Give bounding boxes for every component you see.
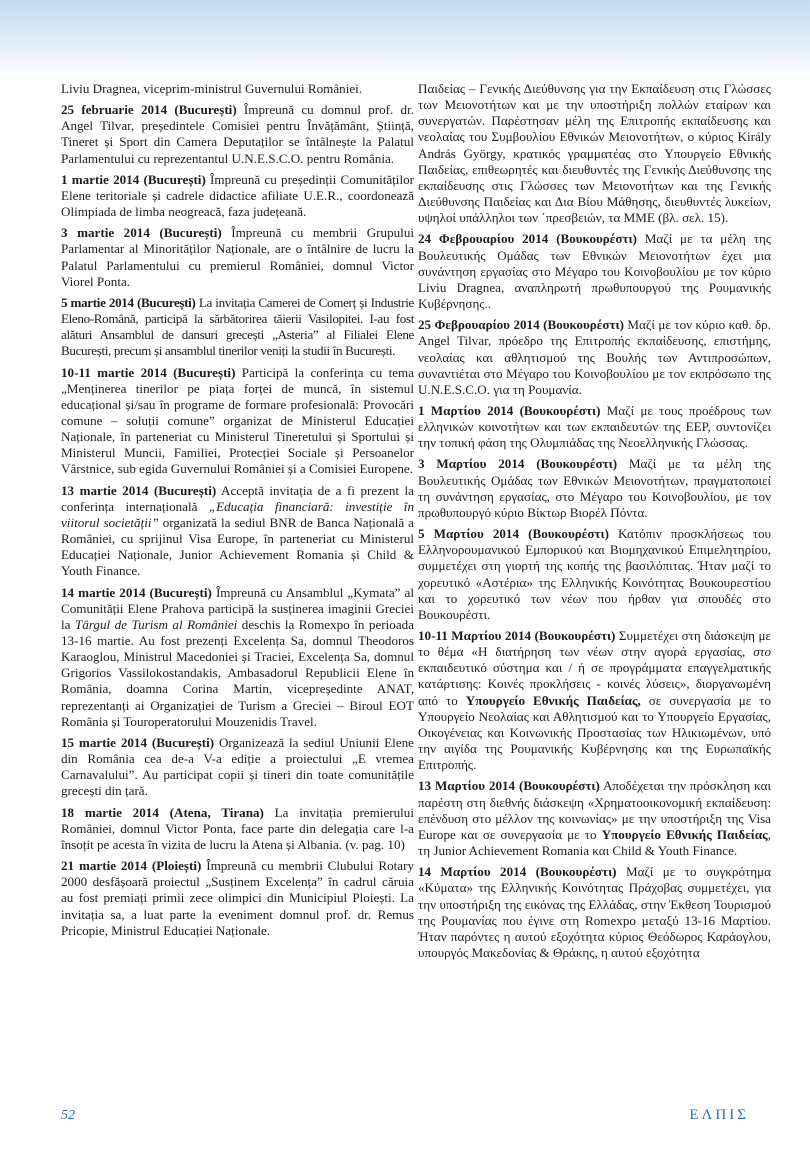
page-number: 52 xyxy=(61,1108,75,1123)
entry-date: 13 martie 2014 (București) xyxy=(61,482,217,498)
right-column xyxy=(418,81,771,966)
paragraph: 1 martie 2014 (București) Împreună cu președinții Comunităților Elene teritoriale și cadrele didactice afiliate U.E.R., coordonează Olimpiada de limba neogreacă, faza județeană. xyxy=(61,171,414,220)
paragraph: 18 martie 2014 (Atena, Tirana) La invitația premierului României, domnul Victor Ponta, face parte din delegația care l-a însoțit pe acesta în vizita de lucru la Atena și Albania. (v. pag. 10) xyxy=(61,804,414,852)
paragraph: 10-11 martie 2014 (București) Participă la conferința cu tema „Menținerea tinerilor pe piața forței de muncă, în sistemul educațional și/sau în programe de formare profesională: Provocări comune – soluții comune” organizat de Ministerul Educației Naționale, în parteneriat cu Ministerul Tineretului și Sportului și Ministerul Muncii, Familiei, Protecției Sociale și Persoanelor Vârstnice, sub egida Guvernului României și a Comisiei Europene. xyxy=(61,364,415,477)
entry-date: 10-11 martie 2014 (București) xyxy=(61,364,236,380)
entry-date: 5 martie 2014 (București) xyxy=(61,294,196,310)
entry-date: 5 Μαρτίου 2014 (Βουκουρέστι) xyxy=(418,526,609,542)
paragraph: 21 martie 2014 (Ploiești) Împreună cu membrii Clubului Rotary 2000 desfășoară proiectul „Susținem Excelența” în cadrul căruia au fost premiați primii zece olimpici din Municipiul Ploiești. La invitația sa, a luat parte la eveniment domnul prof. dr. Remus Pricopie, Ministrul Educației Naționale. xyxy=(61,858,415,938)
entry-date: 3 Μαρτίου 2014 (Βουκουρέστι) xyxy=(418,456,618,472)
entry-date: 25 februarie 2014 (București) xyxy=(61,102,237,118)
paragraph: Παιδείας – Γενικής Διεύθυνσης για την Εκπαίδευση στις Γλώσσες των Μειονοτήτων και με την υποστήριξη πολλών εταίρων και συνεργατών. Παρέστησαν μέλη της Επιτροπής εκπαίδευσης και νεολαίας του Συμβουλίου Εθνικών Μειονοτήτων, ο κύριος Király András György, κρατικός γραμματέας στο Υπουργείο Εθνικής Παιδείας, επιθεωρητές και διευθυντές της Γενικής Διεύθυνσης της εκπαίδευσης στις Γλώσσες των Μειονοτήτων και της Γενικής Διεύθυνσης Παιδείας και Δια Βίου Μάθησης, διευθυντές λυκείων, υψηλοί υπάλληλοι των ΄πρεσβειών, τα ΜΜΕ (βλ. σελ. 15). xyxy=(418,81,771,226)
entry-date: 14 martie 2014 (București) xyxy=(61,584,212,600)
entry-date: 14 Μαρτίου 2014 (Βουκουρέστι) xyxy=(418,864,617,880)
entry-date: 3 martie 2014 (București) xyxy=(61,225,222,241)
paragraph: 14 martie 2014 (București) Împreună cu Ansamblul „Kymata” al Comunității Elene Prahova participă la susținerea imaginii Greciei la Târgul de Turism al României deschis la Romexpo în perioada 13-16 martie. Au fost prezenți Excelența Sa, domnul Theodoros Karaoglou, Ministrul Macedoniei și Traciei, Excelența Sa, domnul Grigorios Vassilokostandakis, Ambasadorul Republicii Elene în România, doamna Corina Martin, vicepreședinte ANAT, reprezentanți ai Organizației de Turism a Greciei – Biroul EOT România și Touroperatorului Mouzenidis Travel. xyxy=(61,584,414,729)
paragraph: 14 Μαρτίου 2014 (Βουκουρέστι) Μαζί με το συγκρότημα «Κύματα» της Ελληνικής Κοινότητας Πράχοβας συμμετέχει, για την υποστήριξη της εικόνας της Ελλάδας, στην Έκθεση Τουρισμού της Ρουμανίας που έγινε στη Romexpo μεταξύ 13-16 Μαρτίου. Ήταν παρόντες η αυτού εξοχότητα κύριος Θεόδωρος Καράογλου, υπουργός Μακεδονίας & Θράκης, η αυτού εξοχότητα xyxy=(418,864,771,960)
entry-date: 1 martie 2014 (București) xyxy=(61,171,206,187)
paragraph: 5 martie 2014 (București) La invitația Camerei de Comerț și Industrie Eleno-Română, participă la sărbătorirea tăierii Vasilopitei. I-au fost alături Ansamblul de dansuri grecești „Asteria” al Filialei Elene București, precum și ansamblul tinerilor veniți la studii în București. xyxy=(61,294,414,359)
paragraph: 3 Μαρτίου 2014 (Βουκουρέστι) Μαζί με τα μέλη της Βουλευτικής Ομάδας των Εθνικών Μειονοτήτων, πραγματοποιεί τη συνάντηση εργασίας, στο Μέγαρο του Κοινοβουλίου, με τον πρωθυπουργό κύριο Βίκτωρ Βιορέλ Πόντα. xyxy=(418,456,771,520)
paragraph: 10-11 Μαρτίου 2014 (Βουκουρέστι) Συμμετέχει στη διάσκεψη με το θέμα «Η διατήρηση των νέων στην αγορά εργασίας, στο εκπαιδευτικό σύστημα και / ή σε προγράμματα επαγγελματικής κατάρτισης: Κοινές προκλήσεις - κοινές λύσεις», διοργανωμένη από το Υπουργείο Εθνικής Παιδείας, σε συνεργασία με το Υπουργείο Νεολαίας και Αθλητισμού και το Υπουργείο Εργασίας, Οικογένειας και Κοινωνικής Προστασίας των Ηλικιωμένων, υπό την αιγίδα της Ρουμανικής Κυβέρνησης και της Ευρωπαϊκής Επιτροπής. xyxy=(418,628,772,773)
entry-date: 13 Μαρτίου 2014 (Βουκουρέστι) xyxy=(418,778,600,794)
paragraph: 24 Φεβρουαρίου 2014 (Βουκουρέστι) Μαζί με τα μέλη της Βουλευτικής Ομάδας των Εθνικών Μειονοτήτων έχει μια συνάντηση εργασίας στο Μέγαρο του Κοινοβουλίου με τον κύριο Liviu Dragnea, αναπληρωτή πρωθυπουργού της Ρουμανικής Κυβέρνησης.. xyxy=(418,231,771,312)
entry-date: 24 Φεβρουαρίου 2014 (Βουκουρέστι) xyxy=(418,231,637,247)
paragraph: 25 Φεβρουαρίου 2014 (Βουκουρέστι) Μαζί με τον κύριο καθ. δρ. Angel Tilvar, πρόεδρο της Επιτροπής εκπαίδευσης, επιστήμης, νεολαίας και αθλητισμού της Βουλής των Αντιπροσώπων, συναντιέται στο Μέγαρο του Κοινοβουλίου με τον εκπρόσωπο της U.N.E.S.C.O. για τη Ρουμανία. xyxy=(418,317,771,397)
paragraph: 5 Μαρτίου 2014 (Βουκουρέστι) Κατόπιν προσκλήσεως του Ελληνορουμανικού Εμπορικού και Βιομηχανικού Επιμελητηρίου, συμμετέχει στη γιορτή της κοπής της βασιλόπιτας. Ήταν μαζί το χορευτικό «Αστέρια» της Ελληνικής Κοινότητας Βουκουρεστίου και το χορευτικό των νέων που ήρθαν για σπουδές στο Βουκουρέστι. xyxy=(418,526,771,622)
entry-date: 21 martie 2014 (Ploiești) xyxy=(61,858,202,874)
entry-date: 18 martie 2014 (Atena, Tirana) xyxy=(61,804,264,820)
entry-date: 1 Μαρτίου 2014 (Βουκουρέστι) xyxy=(418,402,601,418)
paragraph: 25 februarie 2014 (București) Împreună cu domnul prof. dr. Angel Tilvar, președintele Comisiei pentru Învățământ, Știință, Tineret și Sport din Camera Deputaților se întâlnește la Palatul Parlamentului cu reprezentantul U.N.E.S.C.O. pentru România. xyxy=(61,102,414,166)
paragraph: Liviu Dragnea, viceprim-ministrul Guvernului României. xyxy=(61,81,363,96)
paragraph: 3 martie 2014 (București) Împreună cu membrii Grupului Parlamentar al Minorităților Naționale, are o întâlnire de lucru la Palatul Parlamentului cu premierul României, domnul Victor Viorel Ponta. xyxy=(61,225,415,289)
paragraph: 1 Μαρτίου 2014 (Βουκουρέστι) Μαζί με τους προέδρους των ελληνικών κοινοτήτων και των εκπαιδευτών της ΕΕΡ, συντονίζει την τοπική φάση της Ολυμπιάδας της Νεοελληνικής Γλώσσας. xyxy=(418,402,771,451)
header-gradient-band xyxy=(0,0,810,78)
publication-title: ΕΛΠΙΣ xyxy=(689,1107,749,1123)
entry-date: 15 martie 2014 (București) xyxy=(61,734,215,750)
paragraph: 15 martie 2014 (București) Organizează la sediul Uniunii Elene din România cea de-a V-a ediție a proiectului „E vremea Carnavalului”. Au participat copii și tineri din toate comunitățile grecești din țară. xyxy=(61,734,414,799)
entry-date: 25 Φεβρουαρίου 2014 (Βουκουρέστι) xyxy=(418,317,624,333)
entry-date: 10-11 Μαρτίου 2014 (Βουκουρέστι) xyxy=(418,628,616,643)
paragraph: 13 martie 2014 (București) Acceptă invitația de a fi prezent la conferința internațională „Educația financiară: investiție în viitorul societății” organizată la sediul BNR de Banca Națională a României, cu sprijinul Visa Europe, în parteneriat cu Ministerul Educației Naționale, Junior Achievement Romania și Child & Youth Finance. xyxy=(61,482,414,579)
paragraph: 13 Μαρτίου 2014 (Βουκουρέστι) Αποδέχεται την πρόσκληση και παρέστη στη διεθνής διάσκεψη «Χρηματοοικονομική εκπαίδευση: επένδυση στο μέλλον της κοινωνίας» με την υποστήριξη της Visa Europe και σε συνεργασία με το Υπουργείο Εθνικής Παιδείας, τη Junior Achievement Romania και Child & Youth Finance. xyxy=(418,778,771,859)
left-column xyxy=(61,81,414,944)
